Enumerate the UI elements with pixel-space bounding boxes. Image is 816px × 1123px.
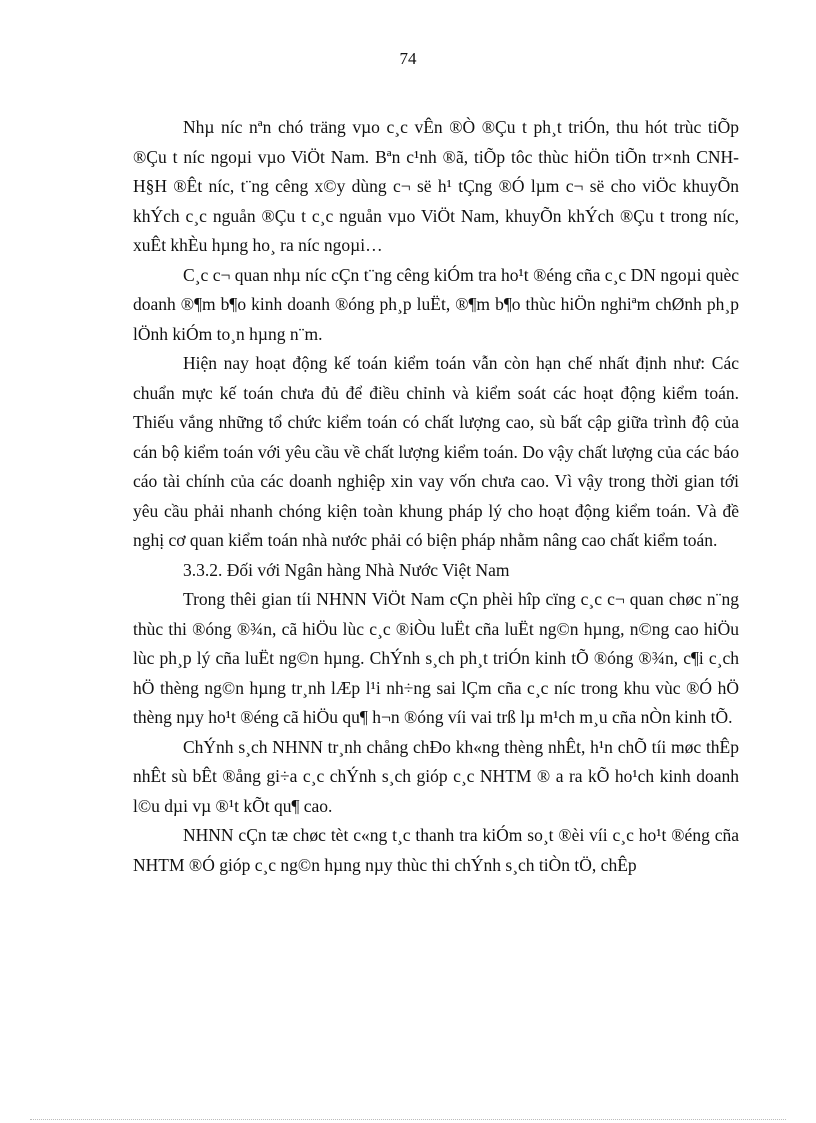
- body-paragraph: NHNN cÇn tæ chøc tèt c«ng t¸c thanh tra kiÓm so¸t ®èi víi c¸c ho¹t ®éng cña NHTM ®Ó gióp c¸c ng©n hµng nµy thùc thi chÝnh s¸ch tiÒn tÖ, chÊp: [133, 825, 739, 875]
- body-paragraph: Hiện nay hoạt động kế toán kiểm toán vẫn còn hạn chế nhất định như: Các chuẩn mực kế toán chưa đủ để điều chỉnh và kiểm soát các hoạt động kiểm toán. Thiếu vắng những tổ chức kiểm toán có chất lượng cao, sù bất cập giữa trình độ của cán bộ kiểm toán với yêu cầu về chất lượng kiểm toán. Do vậy chất lượng của các báo cáo tài chính của các doanh nghiệp xin vay vốn chưa cao. Vì vậy trong thời gian tới yêu cầu phải nhanh chóng kiện toàn khung pháp lý cho hoạt động kiểm toán. Và đề nghị cơ quan kiểm toán nhà nước phải có biện pháp nhằm nâng cao chất kiểm toán.: [133, 353, 739, 550]
- body-paragraph: Trong thêi gian tíi NHNN ViÖt Nam cÇn phèi hîp cïng c¸c c¬ quan chøc n¨ng thùc thi ®óng ®¾n, cã hiÖu lùc c¸c ®iÒu luËt cña luËt ng©n hµng, n©ng cao hiÖu lùc ph¸p lý cña luËt ng©n hµng. ChÝnh s¸ch ph¸t triÓn kinh tÕ ®óng ®¾n, c¶i c¸ch hÖ thèng ng©n hµng tr¸nh lÆp l¹i nh÷ng sai lÇm cña c¸c níc trong khu vùc ®Ó hÖ thèng nµy ho¹t ®éng cã hiÖu qu¶ h¬n ®óng víi vai trß lµ m¹ch m¸u cña nÒn kinh tÕ.: [133, 589, 739, 727]
- document-body: [133, 113, 739, 880]
- section-heading: 3.3.2. Đối với Ngân hàng Nhà Nước Việt Nam: [183, 559, 510, 580]
- page-bottom-rule: [30, 1119, 786, 1120]
- page-number: 74: [399, 49, 417, 68]
- body-paragraph: ChÝnh s¸ch NHNN tr¸nh chång chÐo kh«ng thèng nhÊt, h¹n chÕ tíi møc thÊp nhÊt sù bÊt ®ång gi÷a c¸c chÝnh s¸ch gióp c¸c NHTM ® a ra kÕ ho¹ch kinh doanh l©u dµi vµ ®¹t kÕt qu¶ cao.: [133, 736, 739, 816]
- body-paragraph: Nhµ níc nªn chó träng vµo c¸c vÊn ®Ò ®Çu t ph¸t triÓn, thu hót trùc tiÕp ®Çu t níc ngoµi vµo ViÖt Nam. Bªn c¹nh ®ã, tiÕp tôc thùc hiÖn tiÕn tr×nh CNH- H§H ®Êt níc, t¨ng cêng x©y dùng c¬ së h¹ tÇng ®Ó lµm c¬ së cho viÖc khuyÕn khÝch c¸c nguån ®Çu t c¸c nguån vµo ViÖt Nam, khuyÕn khÝch ®Çu t trong níc, xuÊt khÈu hµng ho¸ ra níc ngoµi…: [133, 117, 739, 255]
- body-paragraph: C¸c c¬ quan nhµ níc cÇn t¨ng cêng kiÓm tra ho¹t ®éng cña c¸c DN ngoµi quèc doanh ®¶m b¶o kinh doanh ®óng ph¸p luËt, ®¶m b¶o thùc hiÖn nghiªm chØnh ph¸p lÖnh kiÓm to¸n hµng n¨m.: [133, 264, 739, 344]
